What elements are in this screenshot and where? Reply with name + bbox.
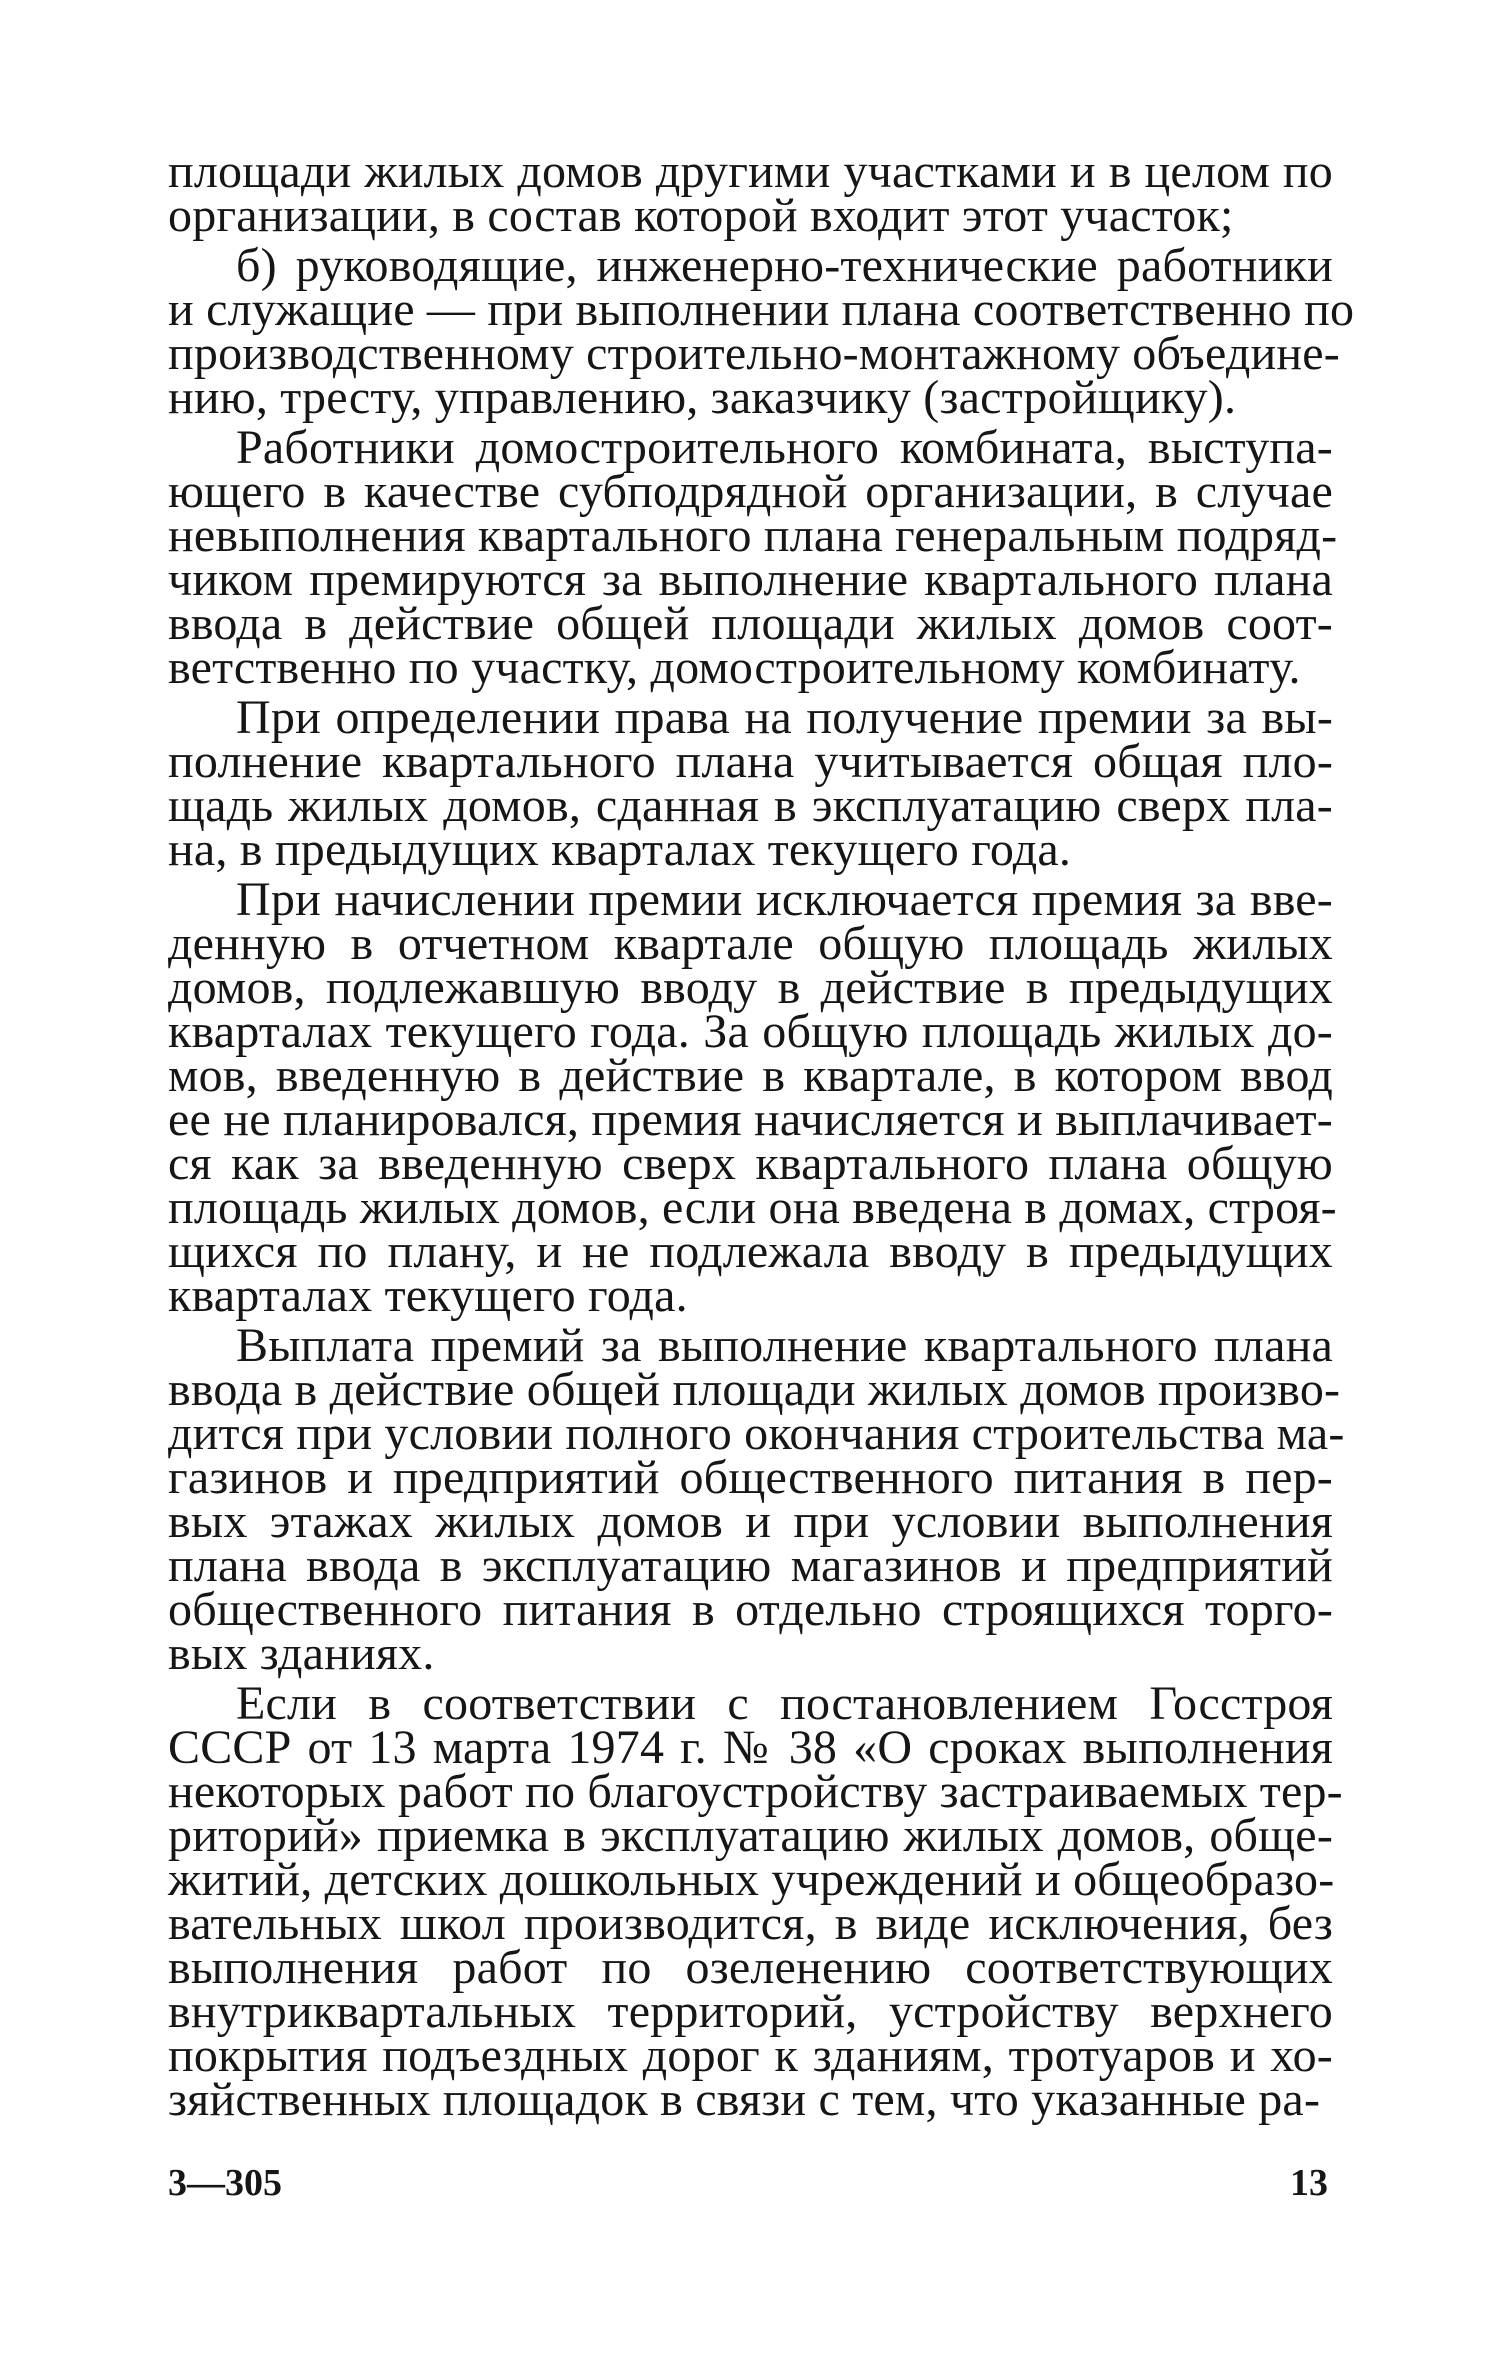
text-line: ветственно по участку, домостроительному комбинату. [168,641,1301,694]
page-number: 13 [1290,2162,1328,2204]
text-line: житий, детских дошкольных учреждений и общеобразо- [168,1853,1335,1906]
text-line: нию, тресту, управлению, заказчику (застройщику). [168,371,1237,424]
text-line: площадь жилых домов, если она введена в домах, строя- [168,1181,1337,1234]
text-line: Если в соответствии с постановлением Госстроя [236,1677,1333,1730]
text-line: вательных школ производится, в виде исключения, без [168,1897,1333,1950]
text-line: покрытия подъездных дорог к зданиям, тротуаров и хо- [168,2029,1333,2082]
text-line: щадь жилых домов, сданная в эксплуатацию сверх пла- [168,779,1333,832]
text-line: некоторых работ по благоустройству застраиваемых тер- [168,1765,1343,1818]
text-line: дится при условии полного окончания строительства ма- [168,1407,1345,1460]
text-line: При начислении премии исключается премия за вве- [236,873,1333,926]
text-line: вых зданиях. [168,1627,435,1680]
text-line: вых этажах жилых домов и при условии выполнения [168,1495,1333,1548]
text-line: организации, в состав которой входит этот участок; [168,189,1234,242]
text-line: мов, введенную в действие в квартале, в котором ввод [168,1049,1333,1102]
text-line: риторий» приемка в эксплуатацию жилых домов, обще- [168,1809,1333,1862]
text-line: При определении права на получение премии за вы- [236,691,1333,744]
text-line: домов, подлежавшую вводу в действие в предыдущих [168,961,1333,1014]
text-line: на, в предыдущих кварталах текущего года. [168,823,1072,876]
paragraph [168,145,1333,242]
text-line: б) руководящие, инженерно-технические работники [236,239,1333,292]
printer-signature: 3—305 [168,2162,282,2204]
text-line: кварталах текущего года. За общую площадь жилых до- [168,1005,1333,1058]
text-line: денную в отчетном квартале общую площадь жилых [168,917,1333,970]
page-footer [168,2158,1328,2208]
paragraph [168,421,1338,694]
page-text [168,145,1355,2126]
text-line: плана ввода в эксплуатацию магазинов и предприятий [168,1539,1333,1592]
text-line: Работники домостроительного комбината, выступа- [236,421,1333,474]
text-line: ее не планировался, премия начисляется и выплачивает- [168,1093,1333,1146]
text-line: газинов и предприятий общественного питания в пер- [168,1451,1333,1504]
text-line: ющего в качестве субподрядной организации, в случае [168,465,1333,518]
text-line: невыполнения квартального плана генеральным подряд- [168,509,1338,562]
text-line: кварталах текущего года. [168,1269,688,1322]
paragraph [168,1319,1345,1680]
text-line: внутриквартальных территорий, устройству верхнего [168,1985,1333,2038]
text-line: производственному строительно-монтажному объедине- [168,327,1340,380]
text-line: СССР от 13 марта 1974 г. № 38 «О сроках выполнения [168,1721,1333,1774]
text-line: ввода в действие общей площади жилых домов произво- [168,1363,1341,1416]
text-line: ввода в действие общей площади жилых домов соот- [168,597,1333,650]
paragraph [168,1677,1343,2126]
text-line: щихся по плану, и не подлежала вводу в предыдущих [168,1225,1333,1278]
paragraph [168,239,1355,424]
text-line: чиком премируются за выполнение квартального плана [168,553,1333,606]
text-line: площади жилых домов другими участками и в целом по [168,145,1333,198]
text-line: выполнения работ по озеленению соответствующих [168,1941,1333,1994]
text-line: Выплата премий за выполнение квартального плана [236,1319,1333,1372]
text-line: общественного питания в отдельно строящихся торго- [168,1583,1333,1636]
text-line: полнение квартального плана учитывается общая пло- [168,735,1333,788]
paragraph [168,691,1333,876]
text-line: зяйственных площадок в связи с тем, что указанные ра- [168,2073,1321,2126]
paragraph [168,873,1337,1322]
text-line: ся как за введенную сверх квартального плана общую [168,1137,1333,1190]
text-line: и служащие — при выполнении плана соответственно по [168,283,1355,336]
